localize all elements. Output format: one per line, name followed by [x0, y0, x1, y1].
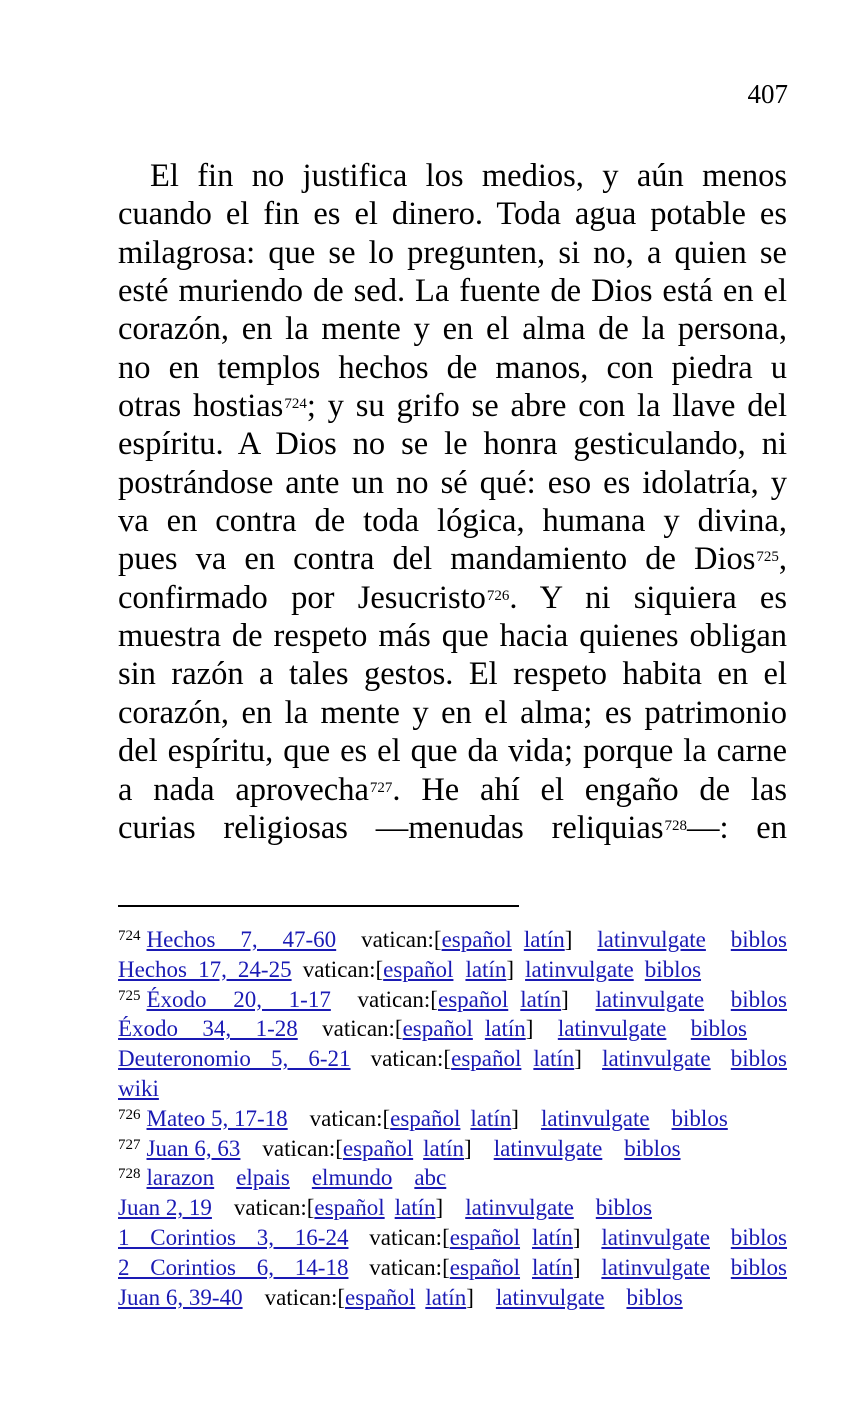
vatican-label: vatican:[: [370, 1046, 452, 1072]
biblos-link[interactable]: biblos: [730, 1224, 788, 1250]
body-line: [118, 195, 787, 233]
ref-link[interactable]: Deuteronomio 5, 6-21: [118, 1046, 351, 1072]
bracket-close: ]: [435, 1195, 444, 1221]
vatican-label: vatican:[: [369, 1224, 450, 1250]
footnote-number: 725: [118, 987, 141, 1004]
latinvulgate-link[interactable]: latinvulgate: [602, 1046, 711, 1072]
body-text-segment: va en contra de toda lógica, humana y divina,: [118, 503, 787, 540]
body-text-segment: esté muriendo de sed. La fuente de Dios está en el: [118, 273, 787, 310]
footnote-number: 727: [118, 1136, 141, 1153]
footnote-number: 728: [118, 1166, 141, 1183]
latin-link[interactable]: latín: [470, 1105, 512, 1131]
footnote-line: [118, 1253, 787, 1283]
bracket-close: ]: [561, 986, 569, 1012]
biblos-link[interactable]: biblos: [690, 1016, 748, 1042]
body-line: [118, 579, 787, 617]
vatican-label: vatican:[: [357, 986, 438, 1012]
vatican-label: vatican:[: [369, 1254, 450, 1280]
latin-link[interactable]: latín: [532, 1254, 573, 1280]
body-line: [118, 425, 787, 463]
latinvulgate-link[interactable]: latinvulgate: [525, 956, 634, 982]
body-text-segment: . He ahí el engaño de las: [392, 771, 787, 808]
latinvulgate-link[interactable]: latinvulgate: [495, 1284, 605, 1310]
vatican-label: vatican:[: [233, 1195, 315, 1221]
page-number: 407: [747, 79, 788, 109]
vatican-label: vatican:[: [262, 1135, 343, 1161]
body-line: [118, 272, 787, 310]
footnote-line: [118, 1163, 787, 1193]
body-line: [118, 809, 787, 847]
footnote-line: [118, 985, 787, 1015]
footnote-reference: 727: [369, 779, 393, 796]
espanol-link[interactable]: español: [342, 1135, 414, 1161]
vatican-label: vatican:[: [361, 927, 442, 952]
ref-link[interactable]: Éxodo 20, 1-17: [146, 986, 331, 1012]
body-text-segment: —: en: [686, 809, 787, 846]
elmundo-link[interactable]: elmundo: [311, 1165, 393, 1191]
body-text-segment: del espíritu, que es el que da vida; porque la carne: [118, 733, 787, 770]
body-line: [118, 771, 787, 809]
latin-link[interactable]: latín: [523, 927, 565, 952]
body-text-segment: curias religiosas —menudas reliquias: [118, 809, 664, 846]
latinvulgate-link[interactable]: latinvulgate: [540, 1105, 650, 1131]
biblos-link[interactable]: biblos: [671, 1105, 728, 1131]
vatican-label: vatican:[: [264, 1284, 346, 1310]
footnote-line: [118, 1044, 787, 1074]
biblos-link[interactable]: biblos: [730, 986, 787, 1012]
bracket-close: ]: [564, 927, 573, 952]
bracket-close: ]: [466, 1284, 474, 1310]
espanol-link[interactable]: español: [449, 1254, 521, 1280]
footnote-line: [118, 1134, 787, 1164]
espanol-link[interactable]: español: [449, 1224, 521, 1250]
footnote-line: [118, 1193, 787, 1223]
ref-link[interactable]: Juan 2, 19: [118, 1195, 212, 1221]
latinvulgate-link[interactable]: latinvulgate: [601, 1224, 710, 1250]
footnote-reference: 724: [284, 396, 307, 413]
body-line: [118, 732, 787, 770]
latin-link[interactable]: latín: [425, 1284, 467, 1310]
ref-link[interactable]: 2 Corintios 6, 14-18: [118, 1254, 349, 1280]
latin-link[interactable]: latín: [484, 1016, 526, 1042]
biblos-link[interactable]: biblos: [730, 927, 788, 952]
body-text-segment: a nada aprovecha: [118, 771, 369, 808]
latinvulgate-link[interactable]: latinvulgate: [465, 1195, 574, 1221]
footnote-line: [118, 1104, 787, 1134]
body-text-segment: cuando el fin es el dinero. Toda agua potable es: [118, 196, 787, 233]
latinvulgate-link[interactable]: latinvulgate: [493, 1135, 603, 1161]
ref-link[interactable]: Éxodo 34, 1-28: [118, 1016, 298, 1042]
latin-link[interactable]: latín: [532, 1224, 573, 1250]
body-line: [118, 694, 787, 732]
body-text-segment: confirmado por Jesucristo: [118, 579, 486, 616]
body-text-segment: pues va en contra del mandamiento de Dios: [118, 541, 756, 578]
body-text-segment: otras hostias: [118, 388, 284, 425]
biblos-link[interactable]: biblos: [595, 1195, 653, 1221]
body-text-segment: ,: [778, 541, 787, 578]
espanol-link[interactable]: español: [390, 1105, 461, 1131]
ref-link[interactable]: Hechos 17, 24-25: [118, 956, 292, 982]
biblos-link[interactable]: biblos: [624, 1135, 681, 1161]
espanol-link[interactable]: español: [451, 1046, 522, 1072]
bracket-close: ]: [511, 1105, 519, 1131]
body-text: [118, 157, 787, 847]
bracket-close: ]: [574, 1046, 582, 1072]
footnote-reference: 728: [664, 817, 687, 834]
footnote-reference: 725: [756, 549, 779, 566]
bracket-close: ]: [572, 1254, 581, 1280]
footnote-line: [118, 925, 787, 955]
footnote-reference: 726: [486, 587, 510, 604]
latinvulgate-link[interactable]: latinvulgate: [601, 1254, 710, 1280]
latin-link[interactable]: latín: [533, 1046, 575, 1072]
bracket-close: ]: [525, 1016, 534, 1042]
body-text-segment: espíritu. A Dios no se le honra gesticulando, ni: [118, 426, 787, 463]
latin-link[interactable]: latín: [465, 956, 507, 982]
footnote-line: [118, 1283, 787, 1313]
larazon-link[interactable]: larazon: [146, 1165, 215, 1191]
vatican-label: vatican:[: [309, 1105, 391, 1131]
body-line: [118, 617, 787, 655]
footnote-line: [118, 1014, 787, 1044]
body-line: [118, 157, 787, 195]
body-line: [118, 464, 787, 502]
latin-link[interactable]: latín: [394, 1195, 436, 1221]
vatican-label: vatican:[: [302, 956, 384, 982]
body-text-segment: sin razón a tales gestos. El respeto habita en el: [118, 656, 787, 693]
latinvulgate-link[interactable]: latinvulgate: [557, 1016, 667, 1042]
body-text-segment: El fin no justifica los medios, y aún menos: [150, 158, 787, 194]
body-text-segment: corazón, en la mente y en el alma de la persona,: [118, 311, 787, 348]
body-line: [118, 310, 787, 348]
body-line: [118, 655, 787, 693]
body-text-segment: milagrosa: que se lo pregunten, si no, a quien se: [118, 234, 787, 271]
footnote-separator: [118, 905, 519, 907]
wiki-link[interactable]: wiki: [118, 1075, 159, 1101]
body-line: [118, 387, 787, 425]
body-line: [118, 234, 787, 272]
bracket-close: ]: [464, 1135, 472, 1161]
footnote-line: [118, 955, 787, 985]
body-line: [118, 502, 787, 540]
body-text-segment: corazón, en la mente y en el alma; es patrimonio: [118, 694, 787, 731]
bracket-close: ]: [506, 956, 514, 982]
footnotes: [118, 925, 787, 1312]
body-line: [118, 540, 787, 578]
footnote-line: [118, 1074, 787, 1104]
latin-link[interactable]: latín: [520, 986, 562, 1012]
abc-link[interactable]: abc: [414, 1165, 447, 1191]
ref-link[interactable]: Juan 6, 39-40: [118, 1284, 243, 1310]
espanol-link[interactable]: español: [441, 927, 512, 952]
body-line: [118, 349, 787, 387]
biblos-link[interactable]: biblos: [730, 1046, 787, 1072]
footnote-line: [118, 1223, 787, 1253]
biblos-link[interactable]: biblos: [626, 1284, 683, 1310]
ref-link[interactable]: Hechos 7, 47-60: [146, 927, 337, 952]
ref-link[interactable]: Mateo 5, 17-18: [146, 1105, 288, 1131]
body-text-segment: ; y su grifo se abre con la llave del: [306, 388, 787, 425]
espanol-link[interactable]: español: [437, 986, 509, 1012]
body-text-segment: no en templos hechos de manos, con piedra u: [118, 349, 787, 386]
footnote-number: 724: [118, 928, 141, 944]
latinvulgate-link[interactable]: latinvulgate: [595, 986, 705, 1012]
elpais-link[interactable]: elpais: [236, 1165, 290, 1191]
latin-link[interactable]: latín: [423, 1135, 465, 1161]
espanol-link[interactable]: español: [383, 956, 454, 982]
body-text-segment: muestra de respeto más que hacia quienes obligan: [118, 618, 787, 655]
latinvulgate-link[interactable]: latinvulgate: [597, 927, 706, 952]
ref-link[interactable]: Juan 6, 63: [146, 1135, 241, 1161]
bracket-close: ]: [572, 1224, 581, 1250]
body-text-segment: postrándose ante un no sé qué: eso es idolatría, y: [118, 464, 787, 501]
espanol-link[interactable]: español: [345, 1284, 416, 1310]
espanol-link[interactable]: español: [402, 1016, 473, 1042]
ref-link[interactable]: 1 Corintios 3, 16-24: [118, 1224, 349, 1250]
body-text-segment: . Y ni siquiera es: [509, 579, 787, 616]
espanol-link[interactable]: español: [314, 1195, 385, 1221]
footnote-number: 726: [118, 1106, 141, 1123]
biblos-link[interactable]: biblos: [730, 1254, 788, 1280]
vatican-label: vatican:[: [322, 1016, 403, 1042]
biblos-link[interactable]: biblos: [644, 956, 702, 982]
